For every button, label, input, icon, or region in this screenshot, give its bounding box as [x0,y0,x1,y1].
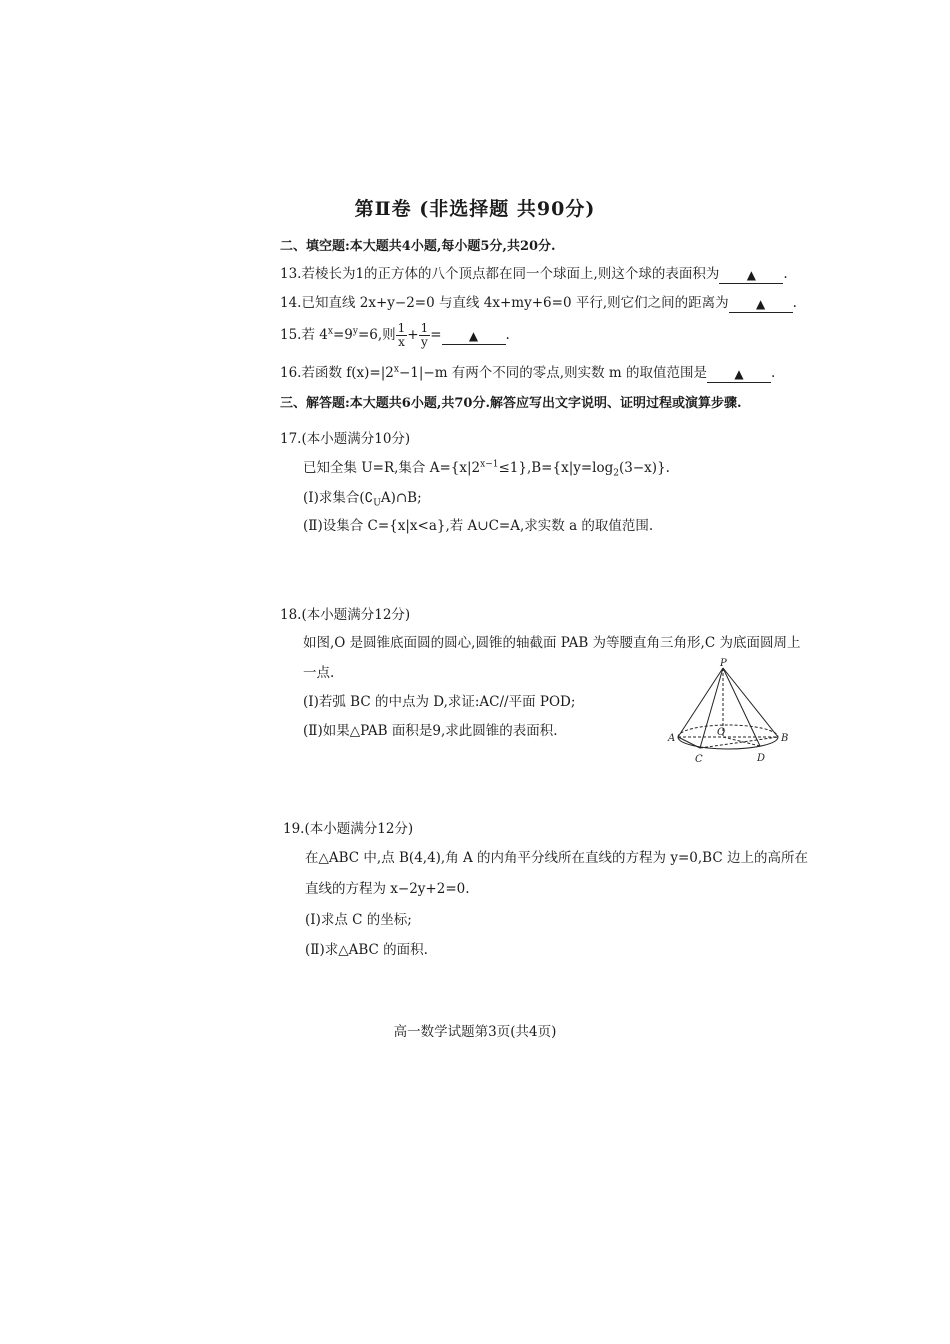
answer-blank [442,328,506,345]
label-b: B [781,733,789,744]
question-17-heading: 17.(本小题满分10分) [280,431,411,447]
page-title: 第Ⅱ卷 (非选择题 共90分) [354,198,596,220]
question-19-line1: 在△ABC 中,点 B(4,4),角 A 的内角平分线所在直线的方程为 y=0,BC 边上的高所在 [305,850,808,866]
question-19-part1: (Ⅰ)求点 C 的坐标; [305,912,412,928]
question-17-body: 已知全集 U=R,集合 $A=\{x|2^{x-1}\le 1\},B=\{x|y=\log_2(3-x)\}$. [303,459,670,479]
question-15: 15.若 $4^x=9^y=6$,则 $\frac{1}{x}$ + $\frac{1}{y}$ = ▲ . [280,321,510,349]
question-18-line2: 一点. [303,665,335,681]
question-18-line1: 如图,O 是圆锥底面圆的圆心,圆锥的轴截面 PAB 为等腰直角三角形,C 为底面圆周上 [303,635,801,651]
question-13-text: 13.若棱长为1的正方体的八个顶点都在同一个球面上,则这个球的表面积为 [280,266,720,282]
question-17-part1: (Ⅰ)求集合$(∁_UA)\cap B$; [303,490,422,509]
question-19-heading: 19.(本小题满分12分) [283,821,414,837]
answer-blank [719,267,783,284]
triangle-mark-icon: ▲ [756,297,766,311]
answer-blank [729,296,793,313]
label-d: D [757,753,766,764]
question-17-part2: (Ⅱ)设集合 C={x|x<a},若 A∪C=A,求实数 a 的取值范围. [303,518,654,534]
question-14-text: 14.已知直线 2x+y−2=0 与直线 4x+my+6=0 平行,则它们之间的距离为 [280,295,729,311]
base-ellipse-front [678,737,778,749]
triangle-mark-icon: ▲ [746,268,756,282]
question-14: 14.已知直线 2x+y−2=0 与直线 4x+my+6=0 平行,则它们之间的距离为 ▲ . [280,295,797,311]
question-16: 16.若函数 $f(x)=|2^x-1|-m$ 有两个不同的零点,则实数 m 的取值范围是 ▲ . [280,364,776,381]
segment-ac [678,737,700,748]
triangle-mark-icon: ▲ [734,367,744,381]
answer-blank [707,366,771,383]
segment-cb [700,737,778,748]
cone-figure [665,658,795,768]
question-19-part2: (Ⅱ)求△ABC 的面积. [305,942,428,958]
question-18-part1: (Ⅰ)若弧 BC 的中点为 D,求证:AC//平面 POD; [303,694,576,710]
label-c: C [695,754,703,765]
section-solve-heading: 三、解答题:本大题共6小题,共70分.解答应写出文字说明、证明过程或演算步骤. [280,396,742,411]
fraction-1-over-x: $\frac{1}{x}$ [397,321,406,349]
question-18-part2: (Ⅱ)如果△PAB 面积是9,求此圆锥的表面积. [303,723,558,739]
label-p: P [720,658,727,669]
triangle-mark-icon: ▲ [468,329,479,343]
question-19-line2: 直线的方程为 x−2y+2=0. [305,881,470,897]
segment-od [723,737,760,746]
question-18-heading: 18.(本小题满分12分) [280,607,411,623]
label-o: O [717,727,726,738]
fraction-1-over-y: $\frac{1}{y}$ [420,321,429,349]
section-fill-in-heading: 二、填空题:本大题共4小题,每小题5分,共20分. [280,239,556,254]
label-a: A [668,733,676,744]
page-footer: 高一数学试题第3页(共4页) [393,1024,557,1040]
question-13: 13.若棱长为1的正方体的八个顶点都在同一个球面上,则这个球的表面积为 ▲ . [280,266,788,282]
base-ellipse-back [678,725,778,737]
